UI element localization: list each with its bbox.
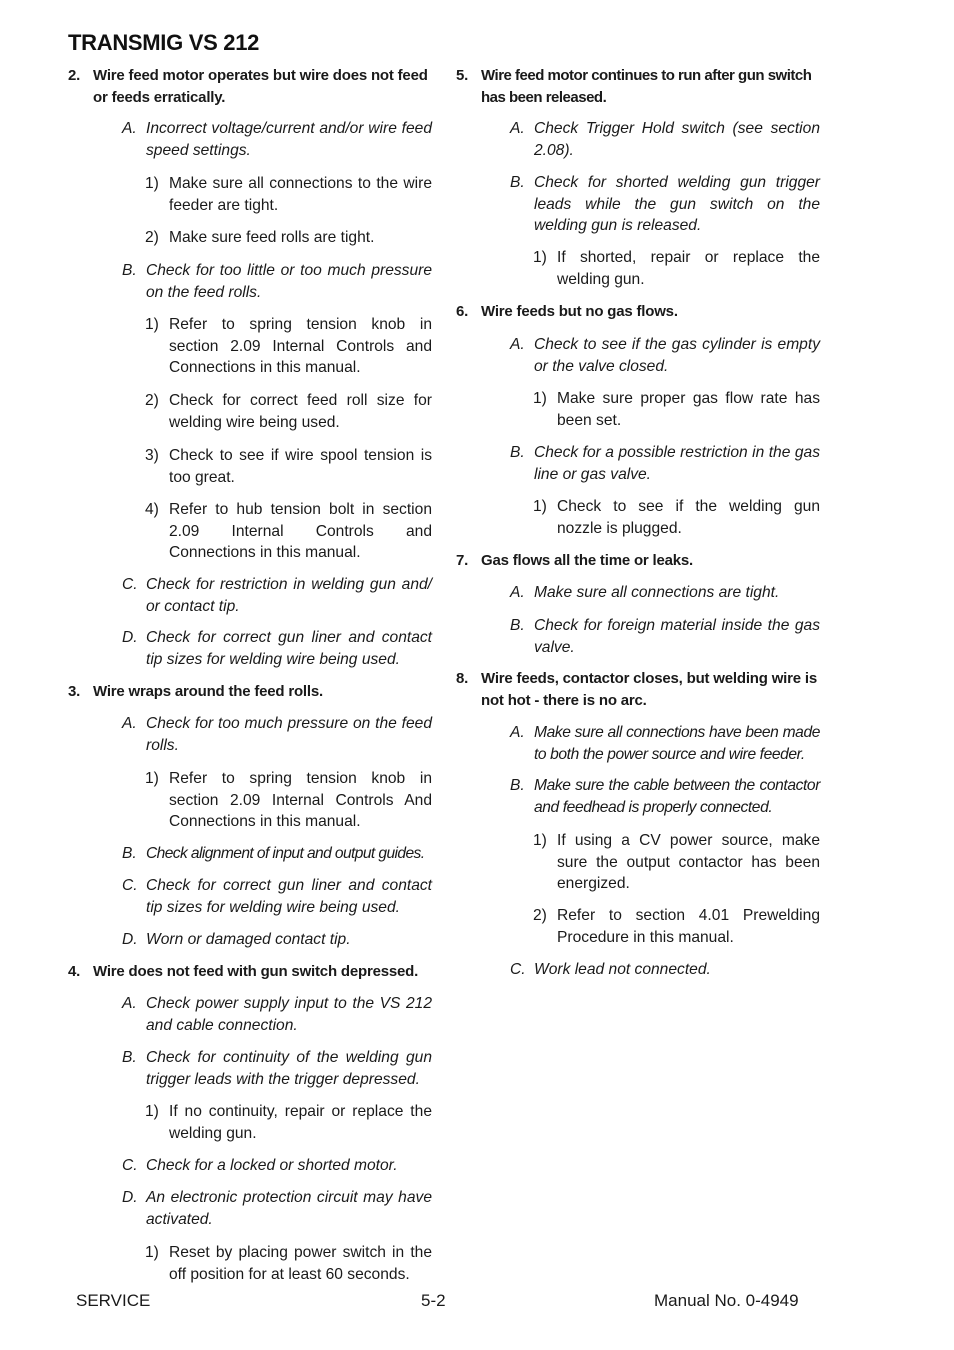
list-item bbox=[456, 668, 820, 711]
item-label: B. bbox=[510, 174, 525, 191]
list-item bbox=[456, 65, 820, 108]
item-text: Refer to spring tension knob in section 2.09 Internal Controls and Connections in this manual. bbox=[169, 316, 432, 376]
item-label: D. bbox=[122, 629, 138, 646]
list-item bbox=[68, 961, 432, 983]
list-item bbox=[510, 722, 820, 765]
item-text: Check for correct feed roll size for welding wire being used. bbox=[169, 392, 432, 431]
item-label: 2) bbox=[145, 392, 159, 409]
item-text: Make sure all connections are tight. bbox=[534, 584, 780, 601]
item-text: Wire feed motor operates but wire does not feed or feeds erratically. bbox=[93, 67, 428, 106]
footer-manual-number: Manual No. 0-4949 bbox=[654, 1291, 799, 1310]
item-text: Check Trigger Hold switch (see section 2.08). bbox=[534, 120, 820, 159]
item-text: Make sure all connections to the wire feeder are tight. bbox=[169, 175, 432, 214]
item-label: 1) bbox=[145, 1103, 159, 1120]
item-label: 2) bbox=[145, 229, 159, 246]
list-item bbox=[510, 582, 820, 604]
item-text: Refer to hub tension bolt in section 2.09 Internal Controls and Connections in this manual. bbox=[169, 501, 432, 561]
item-label: 1) bbox=[145, 770, 159, 787]
item-text: Refer to section 4.01 Prewelding Procedure in this manual. bbox=[557, 907, 820, 946]
item-label: 1) bbox=[145, 316, 159, 333]
list-item bbox=[533, 496, 820, 539]
list-item bbox=[68, 65, 432, 108]
footer-section-label: SERVICE bbox=[76, 1291, 151, 1310]
item-label: C. bbox=[122, 576, 138, 593]
list-item bbox=[145, 173, 432, 216]
list-item bbox=[533, 247, 820, 290]
page-title: TRANSMIG VS 212 bbox=[68, 30, 260, 55]
list-item bbox=[533, 905, 820, 948]
item-text: Make sure the cable between the contactor and feedhead is properly connected. bbox=[534, 777, 820, 816]
item-label: 1) bbox=[145, 1244, 159, 1261]
item-text: Check for continuity of the welding gun trigger leads with the trigger depressed. bbox=[146, 1049, 432, 1088]
item-label: 6. bbox=[456, 303, 469, 320]
item-label: A. bbox=[510, 584, 525, 601]
item-label: 8. bbox=[456, 670, 469, 687]
list-item bbox=[456, 550, 820, 572]
item-text: Check for correct gun liner and contact tip sizes for welding wire being used. bbox=[146, 629, 432, 668]
list-item bbox=[533, 388, 820, 431]
list-item bbox=[510, 775, 820, 818]
item-label: 1) bbox=[533, 498, 547, 515]
item-label: A. bbox=[122, 120, 137, 137]
item-text: Wire feeds but no gas flows. bbox=[481, 303, 678, 320]
item-text: Check for shorted welding gun trigger leads while the gun switch on the welding gun is released. bbox=[534, 174, 820, 234]
item-text: Refer to spring tension knob in section 2.09 Internal Controls And Connections in this manual. bbox=[169, 770, 432, 830]
item-text: Check for restriction in welding gun and/ or contact tip. bbox=[146, 576, 432, 615]
item-label: 2) bbox=[533, 907, 547, 924]
list-item bbox=[145, 499, 432, 564]
list-item bbox=[122, 118, 432, 161]
list-item bbox=[510, 959, 820, 981]
item-text: Check to see if the gas cylinder is empty or the valve closed. bbox=[534, 336, 820, 375]
item-label: B. bbox=[510, 444, 525, 461]
item-label: 4) bbox=[145, 501, 159, 518]
item-label: 1) bbox=[533, 249, 547, 266]
item-label: 3) bbox=[145, 447, 159, 464]
item-label: 4. bbox=[68, 963, 81, 980]
list-item bbox=[68, 681, 432, 703]
item-text: Check to see if the welding gun nozzle is plugged. bbox=[557, 498, 820, 537]
item-label: B. bbox=[122, 845, 137, 862]
item-text: Make sure proper gas flow rate has been set. bbox=[557, 390, 820, 429]
item-text: Check for a possible restriction in the gas line or gas valve. bbox=[534, 444, 820, 483]
list-item bbox=[533, 830, 820, 895]
item-text: Make sure feed rolls are tight. bbox=[169, 229, 375, 246]
item-text: Reset by placing power switch in the off position for at least 60 seconds. bbox=[169, 1244, 432, 1283]
list-item bbox=[456, 301, 820, 323]
list-item bbox=[122, 627, 432, 670]
list-item bbox=[122, 875, 432, 918]
item-label: A. bbox=[122, 715, 137, 732]
item-label: A. bbox=[510, 724, 525, 741]
item-label: C. bbox=[122, 1157, 138, 1174]
item-text: Work lead not connected. bbox=[534, 961, 711, 978]
list-item bbox=[510, 442, 820, 485]
list-item bbox=[145, 227, 432, 249]
list-item bbox=[145, 1101, 432, 1144]
item-label: 5. bbox=[456, 67, 469, 84]
item-label: 2. bbox=[68, 67, 81, 84]
item-label: A. bbox=[510, 336, 525, 353]
list-item bbox=[122, 929, 432, 951]
item-label: B. bbox=[122, 262, 137, 279]
item-label: B. bbox=[510, 777, 525, 794]
item-text: Check for correct gun liner and contact tip sizes for welding wire being used. bbox=[146, 877, 432, 916]
item-text: Wire feeds, contactor closes, but welding wire is not hot - there is no arc. bbox=[481, 670, 817, 709]
list-item bbox=[510, 334, 820, 377]
item-text: Wire feed motor continues to run after gun switch has been released. bbox=[481, 67, 812, 106]
item-label: 3. bbox=[68, 683, 81, 700]
list-item bbox=[510, 172, 820, 237]
footer-page-number: 5-2 bbox=[421, 1291, 446, 1310]
item-text: Check for too much pressure on the feed rolls. bbox=[146, 715, 432, 754]
item-text: Wire does not feed with gun switch depressed. bbox=[93, 963, 419, 980]
item-label: D. bbox=[122, 931, 138, 948]
item-label: A. bbox=[122, 995, 137, 1012]
list-item bbox=[510, 615, 820, 658]
item-text: Make sure all connections have been made to both the power source and wire feeder. bbox=[534, 724, 820, 763]
item-text: Wire wraps around the feed rolls. bbox=[93, 683, 323, 700]
item-label: 1) bbox=[145, 175, 159, 192]
item-label: B. bbox=[510, 617, 525, 634]
item-label: 7. bbox=[456, 552, 469, 569]
item-text: If shorted, repair or replace the welding gun. bbox=[557, 249, 820, 288]
list-item bbox=[122, 1155, 432, 1177]
list-item bbox=[145, 445, 432, 488]
item-text: Check to see if wire spool tension is too great. bbox=[169, 447, 432, 486]
list-item bbox=[122, 1187, 432, 1230]
item-label: C. bbox=[122, 877, 138, 894]
list-item bbox=[122, 843, 432, 865]
item-text: Check alignment of input and output guides. bbox=[146, 845, 425, 862]
item-text: Check for foreign material inside the gas valve. bbox=[534, 617, 820, 656]
list-item bbox=[122, 993, 432, 1036]
list-item bbox=[122, 713, 432, 756]
item-label: B. bbox=[122, 1049, 137, 1066]
item-label: D. bbox=[122, 1189, 138, 1206]
item-label: A. bbox=[510, 120, 525, 137]
item-text: If using a CV power source, make sure the output contactor has been energized. bbox=[557, 832, 820, 892]
item-label: 1) bbox=[533, 832, 547, 849]
item-text: Incorrect voltage/current and/or wire feed speed settings. bbox=[146, 120, 432, 159]
item-text: Check for too little or too much pressure on the feed rolls. bbox=[146, 262, 432, 301]
list-item bbox=[145, 1242, 432, 1285]
list-item bbox=[145, 768, 432, 833]
item-text: Gas flows all the time or leaks. bbox=[481, 552, 694, 569]
list-item bbox=[145, 314, 432, 379]
item-text: Check for a locked or shorted motor. bbox=[146, 1157, 398, 1174]
item-label: 1) bbox=[533, 390, 547, 407]
item-text: Check power supply input to the VS 212 and cable connection. bbox=[146, 995, 432, 1034]
item-text: If no continuity, repair or replace the welding gun. bbox=[169, 1103, 432, 1142]
list-item bbox=[122, 260, 432, 303]
list-item bbox=[510, 118, 820, 161]
list-item bbox=[122, 1047, 432, 1090]
list-item bbox=[145, 390, 432, 433]
item-text: Worn or damaged contact tip. bbox=[146, 931, 351, 948]
item-label: C. bbox=[510, 961, 526, 978]
item-text: An electronic protection circuit may have activated. bbox=[146, 1189, 432, 1228]
list-item bbox=[122, 574, 432, 617]
